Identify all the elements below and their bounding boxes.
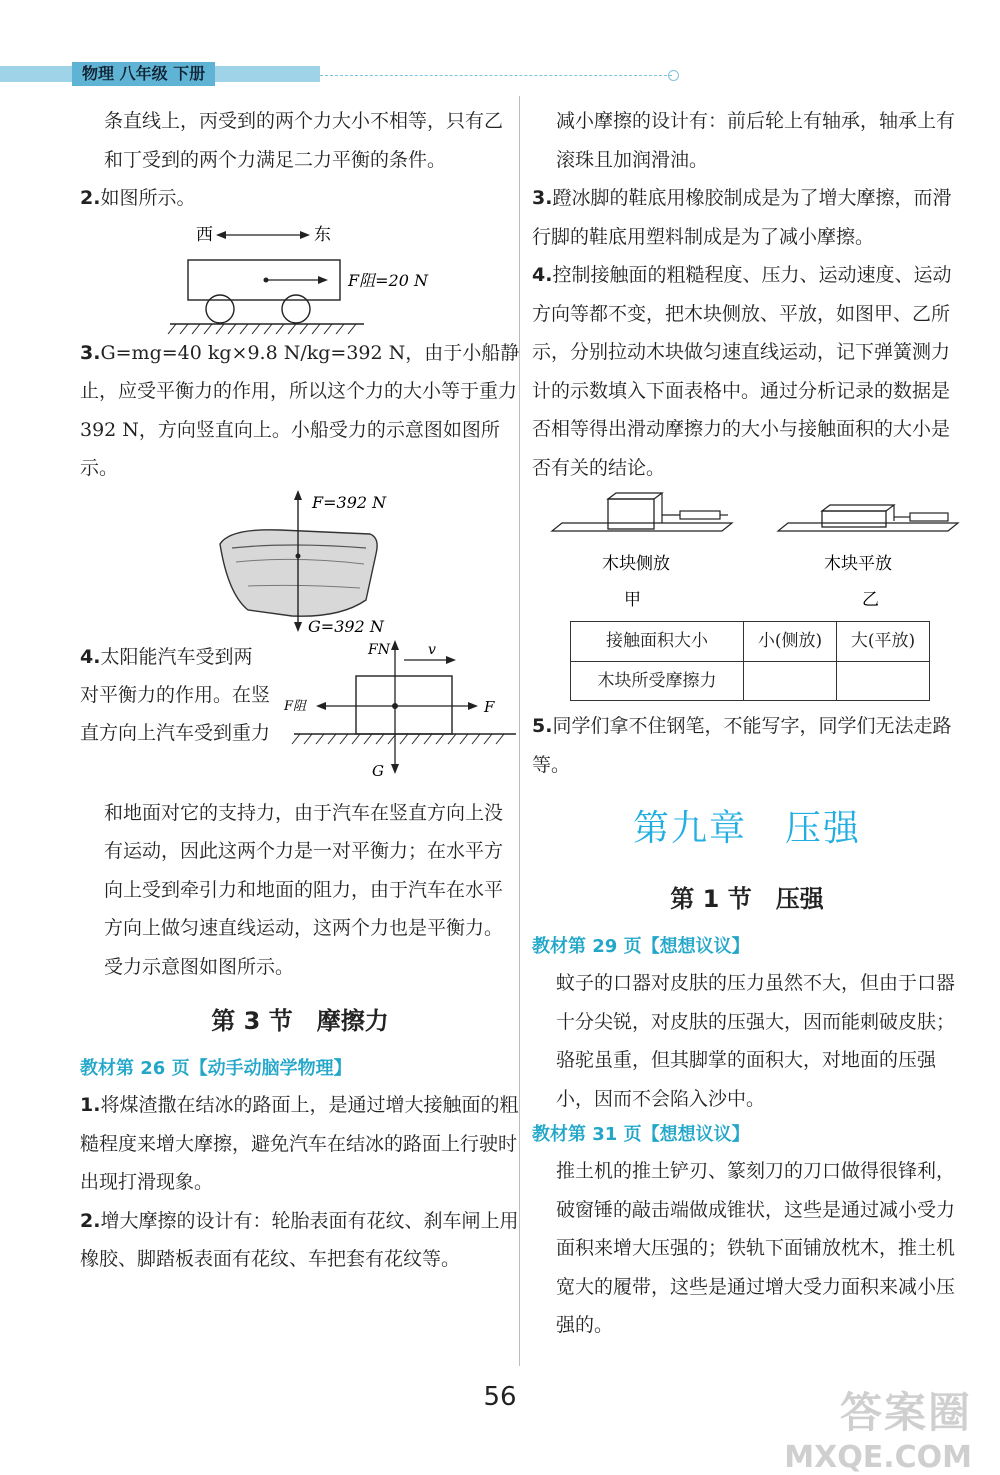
header-dot xyxy=(668,70,679,81)
car-force-figure xyxy=(280,638,530,794)
support-force-label: FN xyxy=(368,641,390,658)
left-item-4-text: 4.太阳能汽车受到两对平衡力的作用。在竖直方向上汽车受到重力 xyxy=(80,645,271,744)
section-3-heading: 第 3 节 摩擦力 xyxy=(211,1007,389,1035)
watermark xyxy=(784,1380,972,1475)
left-continued-paragraph: 条直线上，丙受到的两个力大小不相等，只有乙和丁受到的两个力满足二力平衡的条件。 xyxy=(104,110,504,171)
cart-figure xyxy=(80,218,520,334)
right-continued-paragraph: 减小摩擦的设计有：前后轮上有轴承，轴承上有滚珠且加润滑油。 xyxy=(556,110,956,171)
chapter-heading: 第九章 压强 xyxy=(632,808,861,849)
right-item-5: 5.同学们拿不住钢笔，不能写字，同学们无法走路等。 xyxy=(532,715,952,776)
right-item-4: 4.控制接触面的粗糙程度、压力、运动速度、运动方向等都不变，把木块侧放、平放，如图甲、乙所示，分别拉动木块做匀速直线运动，记下弹簧测力计的示数填入下面表格中。通过分析记录的数据是否相等得出滑动摩擦力的大小与接触面积的大小是否有关的结论。 xyxy=(532,264,952,479)
answer-31: 推土机的推土铲刃、篆刻刀的刀口做得很锋利，破窗锤的敲击端做成锥状，这些是通过减小受力面积来增大压强的；铁轨下面铺放枕木，推土机宽大的履带，这些是通过增大受力面积来减小压强的。 xyxy=(556,1160,956,1336)
page-number: 56 xyxy=(483,1382,517,1412)
block-flat-label: 木块平放 xyxy=(824,554,892,574)
textbook-ref-31: 教材第 31 页【想想议议】 xyxy=(532,1124,750,1145)
table-cell xyxy=(744,661,837,701)
friction-table xyxy=(570,621,930,701)
watermark-cn: 答案圈 xyxy=(839,1388,972,1437)
right-column xyxy=(532,102,962,1345)
header-title: 物理 八年级 下册 xyxy=(72,62,215,86)
left-item-4-block xyxy=(80,638,520,794)
answer-29: 蚊子的口器对皮肤的压力虽然不大，但由于口器十分尖锐，对皮肤的压强大，因而能刺破皮肤；骆驼虽重，但其脚掌的面积大，对地面的压强小，因而不会陷入沙中。 xyxy=(556,972,956,1110)
buoyant-force-label: F=392 N xyxy=(312,492,387,512)
table-cell: 大(平放) xyxy=(837,622,930,662)
velocity-label: v xyxy=(428,641,436,658)
figure-b-name: 乙 xyxy=(862,590,879,610)
table-cell: 小(侧放) xyxy=(744,622,837,662)
left-item-3: 3.G=mg=40 kg×9.8 N/kg=392 N，由于小船静止，应受平衡力的作用，所以这个力的大小等于重力 392 N，方向竖直向上。小船受力的示意图如图所示。 xyxy=(80,341,520,479)
section-3-item-1: 1.将煤渣撒在结冰的路面上，是通过增大接触面的粗糙程度来增大摩擦，避免汽车在结冰的路面上行驶时出现打滑现象。 xyxy=(80,1094,519,1193)
boat-figure xyxy=(80,488,520,638)
gravity-label: G xyxy=(372,761,384,780)
friction-label: F阻=20 N xyxy=(348,270,428,290)
watermark-en: MXQE.COM xyxy=(784,1440,972,1475)
table-cell xyxy=(837,661,930,701)
section-1-heading: 第 1 节 压强 xyxy=(670,885,824,913)
left-item-4-continued: 和地面对它的支持力，由于汽车在竖直方向上没有运动，因此这两个力是一对平衡力；在水平方向上受到牵引力和地面的阻力，由于汽车在水平方向上做匀速直线运动，这两个力也是平衡力。受力示意图如图所示。 xyxy=(104,801,504,978)
header-rule xyxy=(320,75,672,76)
table-row xyxy=(571,661,930,701)
table-row xyxy=(571,622,930,662)
wood-block-figure xyxy=(532,487,962,615)
figure-a-name: 甲 xyxy=(624,590,641,610)
textbook-ref-29: 教材第 29 页【想想议议】 xyxy=(532,936,750,957)
left-column xyxy=(80,102,520,1279)
west-label: 西 xyxy=(196,224,213,245)
weight-label: G=392 N xyxy=(308,616,384,636)
block-side-label: 木块侧放 xyxy=(602,554,670,574)
table-cell: 接触面积大小 xyxy=(571,622,744,662)
page-header xyxy=(0,56,680,88)
table-cell: 木块所受摩擦力 xyxy=(571,661,744,701)
east-label: 东 xyxy=(314,224,331,245)
section-3-item-2: 2.增大摩擦的设计有：轮胎表面有花纹、刹车闸上用橡胶、脚踏板表面有花纹、车把套有花纹等。 xyxy=(80,1209,519,1270)
left-item-2: 2.如图所示。 xyxy=(80,187,196,209)
right-item-3: 3.蹬冰脚的鞋底用橡胶制成是为了增大摩擦，而滑行脚的鞋底用塑料制成是为了减小摩擦。 xyxy=(532,187,952,248)
textbook-ref-26: 教材第 26 页【动手动脑学物理】 xyxy=(80,1058,352,1079)
traction-label: F xyxy=(484,697,495,716)
resistance-label: F阻 xyxy=(284,698,307,714)
